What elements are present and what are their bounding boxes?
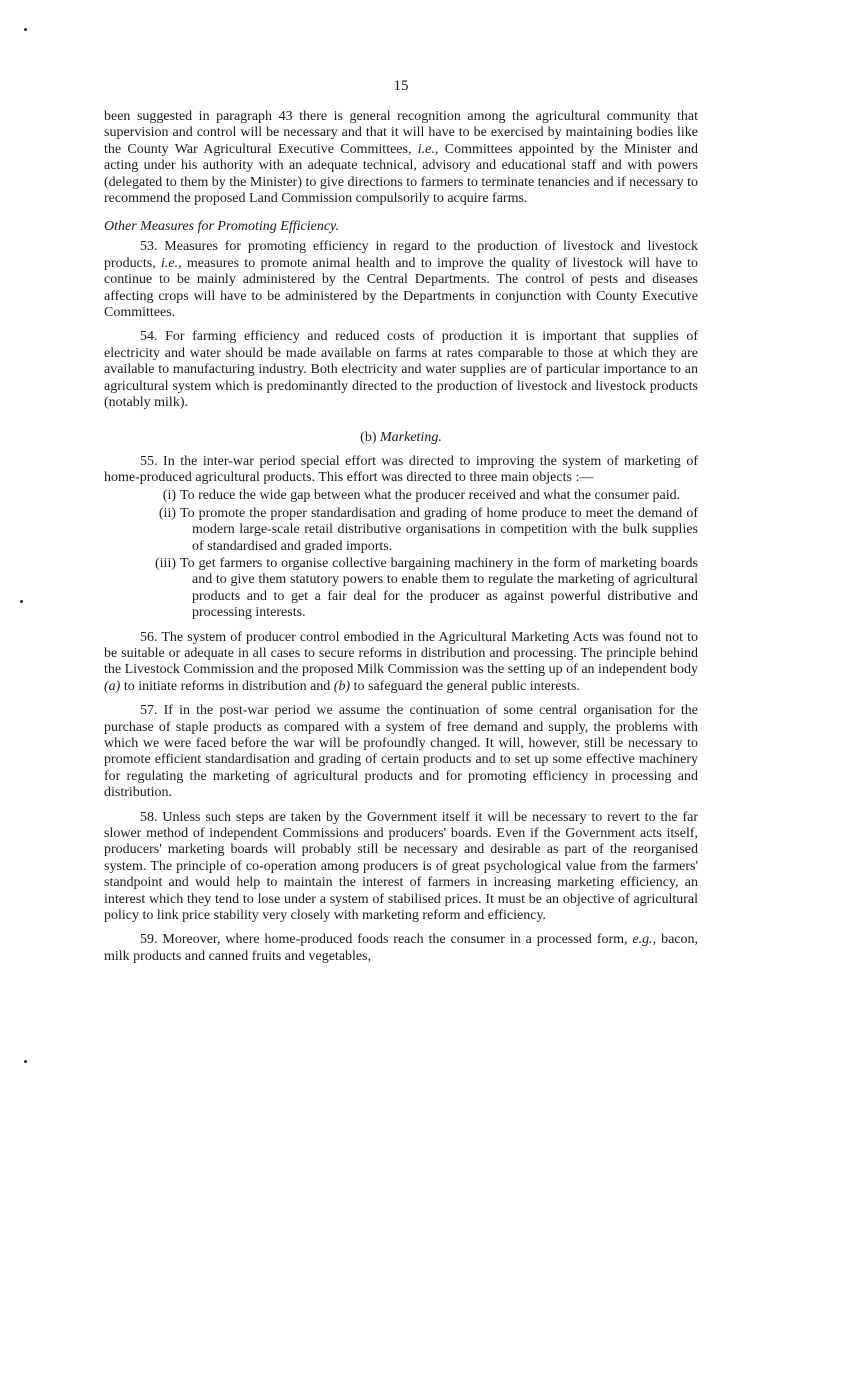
section-heading-marketing: (b) Marketing. <box>360 429 442 445</box>
margin-speck <box>24 28 27 31</box>
document-page <box>104 78 698 973</box>
margin-speck <box>20 600 23 603</box>
paragraph-59: 59. Moreover, where home-produced foods reach the consumer in a processed form, e.g., bacon, milk products and canned fruits and vegetables, <box>104 932 699 964</box>
paragraph-continuation: been suggested in paragraph 43 there is general recognition among the agricultural community that supervision and control will be necessary and that it will have to be exercised by maintaining bodies like the County War Agricultural Executive Committees, i.e., Committees appointed by the Minister and acting under his authority with an adequate technical, advisory and educational staff and with powers (delegated to them by the Minister) to give directions to farmers to terminate tenancies and if necessary to recommend the proposed Land Commission compulsorily to acquire farms. <box>104 109 698 207</box>
paragraph-54: 54. For farming efficiency and reduced costs of production it is important that supplies of electricity and water should be made available on farms at rates comparable to those at which they are available to manufacturing industry. Both electricity and water supplies are of particular importance to an agricultural system which is predominantly directed to the production of livestock and livestock products (notably milk). <box>104 329 698 411</box>
section-heading-other-measures: Other Measures for Promoting Efficiency. <box>104 219 339 235</box>
paragraph-56: 56. The system of producer control embodied in the Agricultural Marketing Acts was found not to be suitable or adequate in all cases to secure reforms in distribution and processing. The principle behind the Livestock Commission and the proposed Milk Commission was the setting up of an independent body (a) to initiate reforms in distribution and (b) to safeguard the general public interests. <box>104 629 698 694</box>
paragraph-58: 58. Unless such steps are taken by the Government itself it will be necessary to revert to the far slower method of independent Commissions and producers' boards. Even if the Government acts itself, producers' marketing boards will probably still be necessary and desirable as part of the reorganised system. The principle of co-operation among producers is of great psychological value from the farmers' standpoint and would help to maintain the interest of farmers in increasing marketing efficiency, an interest which they tend to lose under a system of stabilised prices. It must be an objective of agricultural policy to link price stability very closely with marketing reform and efficiency. <box>104 809 698 924</box>
list-item: (iii) To get farmers to organise collective bargaining machinery in the form of marketing boards and to give them statutory powers to enable them to regulate the marketing of agricultural products and to get a fair deal for the producer as against powerful distributive and processing interests. <box>155 555 698 621</box>
paragraph-57: 57. If in the post-war period we assume the continuation of some central organisation for the purchase of staple products as compared with a system of free demand and supply, the problems with which we were faced before the war will be profoundly changed. It will, however, still be necessary to promote efficient standardisation and grading of certain products and to set up some effective machinery for regulating the marketing of agricultural products and for promoting efficiency in processing and distribution. <box>104 703 698 801</box>
paragraph-55: 55. In the inter-war period special effort was directed to improving the system of marketing of home-produced agricultural products. This effort was directed to three main objects :— <box>104 453 698 485</box>
page-number: 15 <box>393 78 409 94</box>
margin-speck <box>24 1060 27 1063</box>
list-item: (i) To reduce the wide gap between what the producer received and what the consumer paid. <box>162 488 681 504</box>
objects-list <box>104 488 698 621</box>
list-item: (ii) To promote the proper standardisation and grading of home produce to meet the demand of modern large-scale retail distributive organisations in competition with the bulk supplies of standardised and graded imports. <box>158 505 698 554</box>
paragraph-53: 53. Measures for promoting efficiency in regard to the production of livestock and livestock products, i.e., measures to promote animal health and to improve the quality of livestock will have to continue to be mainly administered by the Central Departments. The control of pests and diseases affecting crops will have to be administered by the Departments in conjunction with County Executive Committees. <box>104 239 698 321</box>
